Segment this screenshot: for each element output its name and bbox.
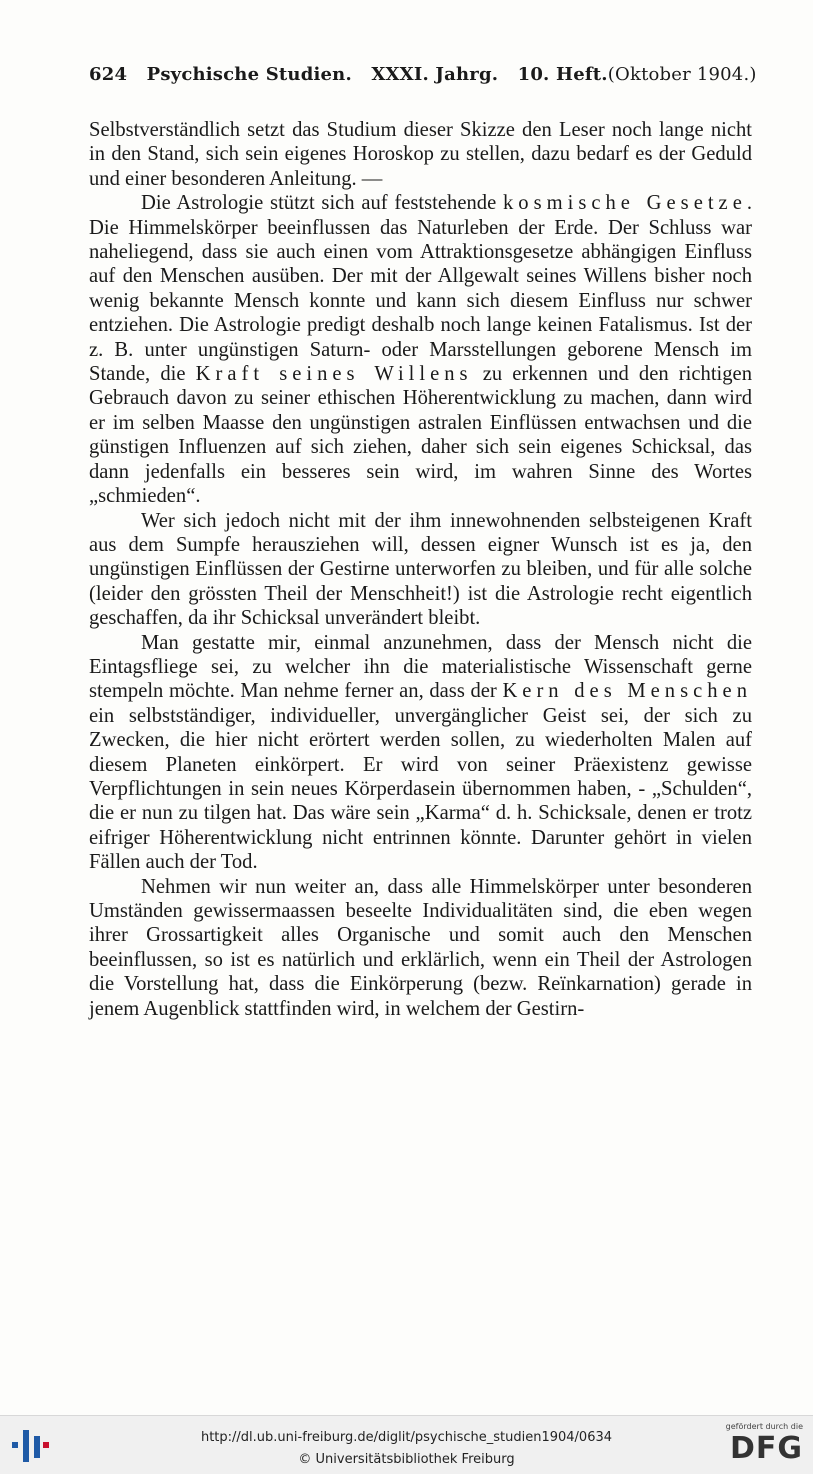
emphasis-kern-des-menschen: Kern des Menschen bbox=[502, 680, 752, 703]
emphasis-kraft-seines-willens: Kraft seines Willens bbox=[195, 363, 473, 386]
paragraph-4: Man gestatte mir, einmal anzunehmen, dass der Mensch nicht die Eintagsfliege sei, zu welcher ihn die materialistische Wissenschaft gerne stempeln möchte. Man nehme ferner an, dass der Kern des Menschen ein selbstständiger, individueller, unvergänglicher Geist sei, der sich zu Zwecken, die hier nicht erörtert werden sollen, zu wiederholten Malen auf diesem Planeten einkörpert. Er wird von seiner Präexistenz gewisse Verpflichtungen in sein neues Körperdasein übernommen haben, - „Schulden“, die er nun zu tilgen hat. Das wäre sein „Karma“ d. h. Schicksale, denen er trotz eifriger Höherentwicklung nicht entrinnen könnte. Darunter gehört in vielen Fällen auch der Tod. bbox=[89, 631, 752, 874]
issue: 10. Heft. bbox=[517, 64, 608, 85]
page-number: 624 bbox=[89, 64, 128, 85]
dfg-logo bbox=[717, 1422, 803, 1470]
running-header bbox=[89, 64, 757, 85]
paragraph-1: Selbstverständlich setzt das Studium dieser Skizze den Leser noch lange nicht in den Stand, sich sein eigenes Horoskop zu stellen, dazu bedarf es der Geduld und einer besonderen Anleitung. — bbox=[89, 119, 752, 190]
paragraph-3: Wer sich jedoch nicht mit der ihm innewohnenden selbsteigenen Kraft aus dem Sumpfe herausziehen will, dessen eigner Wunsch ist es ja, den ungünstigen Einflüssen der Gestirne unterworfen zu bleiben, und für alle solche (leider den grössten Theil der Menschheit!) ist die Astrologie recht eigentlich geschaffen, da ihr Schicksal unverändert bleibt. bbox=[89, 509, 752, 630]
emphasis-kosmische-gesetze: kosmische Gesetze bbox=[502, 192, 747, 215]
viewer-footer bbox=[0, 1415, 813, 1474]
journal-title: Psychische Studien. bbox=[146, 64, 352, 85]
permalink-url[interactable]: http://dl.ub.uni-freiburg.de/diglit/psychische_studien1904/0634 bbox=[200, 1430, 613, 1445]
dfg-funding-text: gefördert durch die bbox=[725, 1422, 803, 1431]
paragraph-2: Die Astrologie stützt sich auf feststehende kosmische Gesetze. Die Himmelskörper beeinflussen das Naturleben der Erde. Der Schluss war naheliegend, dass sie auch einen vom Attraktionsgesetze abhängigen Einfluss auf den Menschen ausüben. Der mit der Allgewalt seines Willens bisher noch wenig bekannte Mensch konnte und kann sich diesem Einfluss nur schwer entziehen. Die Astrologie predigt deshalb noch lange keinen Fatalismus. Ist der z. B. unter ungünstigen Saturn- oder Marsstellungen geborene Mensch im Stande, die Kraft seines Willens zu erkennen und den richtigen Gebrauch davon zu seiner ethischen Höherentwicklung zu machen, dann wird er im selben Maasse den ungünstigen astralen Einflüssen entwachsen und die günstigen Influenzen auf sich ziehen, daher sich sein eigenes Schicksal, das dann jedenfalls ein besseres sein wird, im wahren Sinne des Wortes „schmieden“. bbox=[89, 192, 752, 508]
paragraph-5: Nehmen wir nun weiter an, dass alle Himmelskörper unter besonderen Umständen gewissermaassen beseelte Individualitäten sind, die eben wegen ihrer Grossartigkeit alles Organische und somit auch den Menschen beeinflussen, so ist es natürlich und erklärlich, wenn ein Theil der Astrologen die Vorstellung hat, dass die Einkörperung (bezw. Reïnkarnation) gerade in jenem Augenblick stattfinden wird, in welchem der Gestirn- bbox=[89, 875, 752, 1020]
issue-date: (Oktober 1904.) bbox=[607, 64, 757, 85]
dfg-logo-text: DFG bbox=[729, 1431, 803, 1466]
body-text bbox=[89, 118, 752, 1021]
volume: XXXI. Jahrg. bbox=[371, 64, 499, 85]
copyright-notice: © Universitätsbibliothek Freiburg bbox=[298, 1452, 515, 1467]
header-left bbox=[89, 64, 608, 85]
